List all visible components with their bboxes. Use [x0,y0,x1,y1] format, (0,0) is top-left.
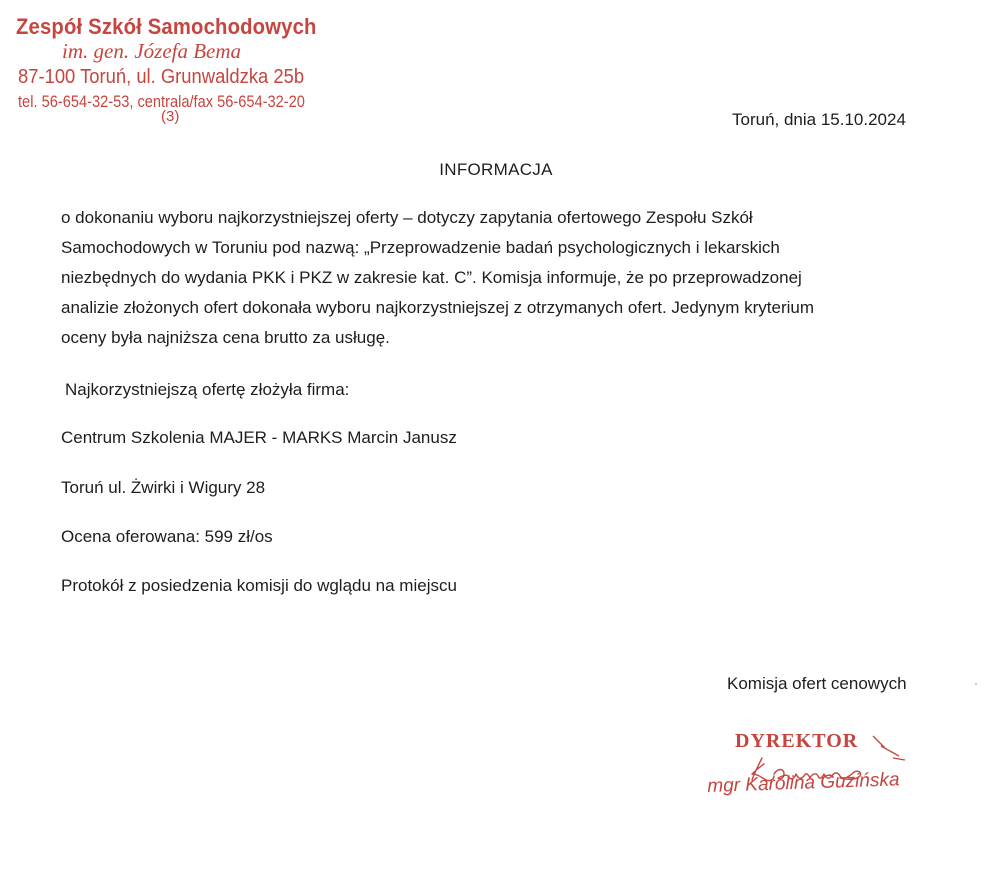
body-paragraph [61,203,941,353]
body-line: o dokonaniu wyboru najkorzystniejszej oferty – dotyczy zapytania ofertowego Zespołu Szkół [61,208,753,227]
body-line: oceny była najniższa cena brutto za usługę. [61,328,390,347]
director-name: mgr Karolina Guzińska [707,769,900,797]
firm-intro: Najkorzystniejszą ofertę złożyła firma: [65,380,350,399]
stamp-phone: tel. 56-654-32-53, centrala/fax 56-654-32-20 [18,92,305,111]
stamp-patron: im. gen. Józefa Bema [62,39,242,63]
director-title: DYREKTOR [735,730,859,752]
stamp-address: 87-100 Toruń, ul. Grunwaldzka 25b [18,66,305,88]
company-address: Toruń ul. Żwirki i Wigury 28 [61,478,266,497]
scan-speck [975,683,977,685]
body-line: Samochodowych w Toruniu pod nazwą: „Przeprowadzenie badań psychologicznych i lekarskich [61,238,780,257]
committee-signoff: Komisja ofert cenowych [727,674,907,693]
document-title: INFORMACJA [439,160,553,179]
body-line: analizie złożonych ofert dokonała wyboru najkorzystniejszej z otrzymanych ofert. Jedynym kryterium [61,298,815,317]
stamp-school-name: Zespół Szkół Samochodowych [16,14,317,39]
protocol-note: Protokół z posiedzenia komisji do wglądu na miejscu [61,576,457,595]
handwritten-signature [748,752,868,786]
stamp-number: (3) [161,108,180,125]
stamp-corner-mark [871,732,907,762]
offer-price: Ocena oferowana: 599 zł/os [61,527,273,546]
document-date: Toruń, dnia 15.10.2024 [732,110,906,129]
company-name: Centrum Szkolenia MAJER - MARKS Marcin Janusz [61,428,457,447]
body-line: niezbędnych do wydania PKK i PKZ w zakresie kat. C”. Komisja informuje, że po przeprowadzonej [61,268,802,287]
